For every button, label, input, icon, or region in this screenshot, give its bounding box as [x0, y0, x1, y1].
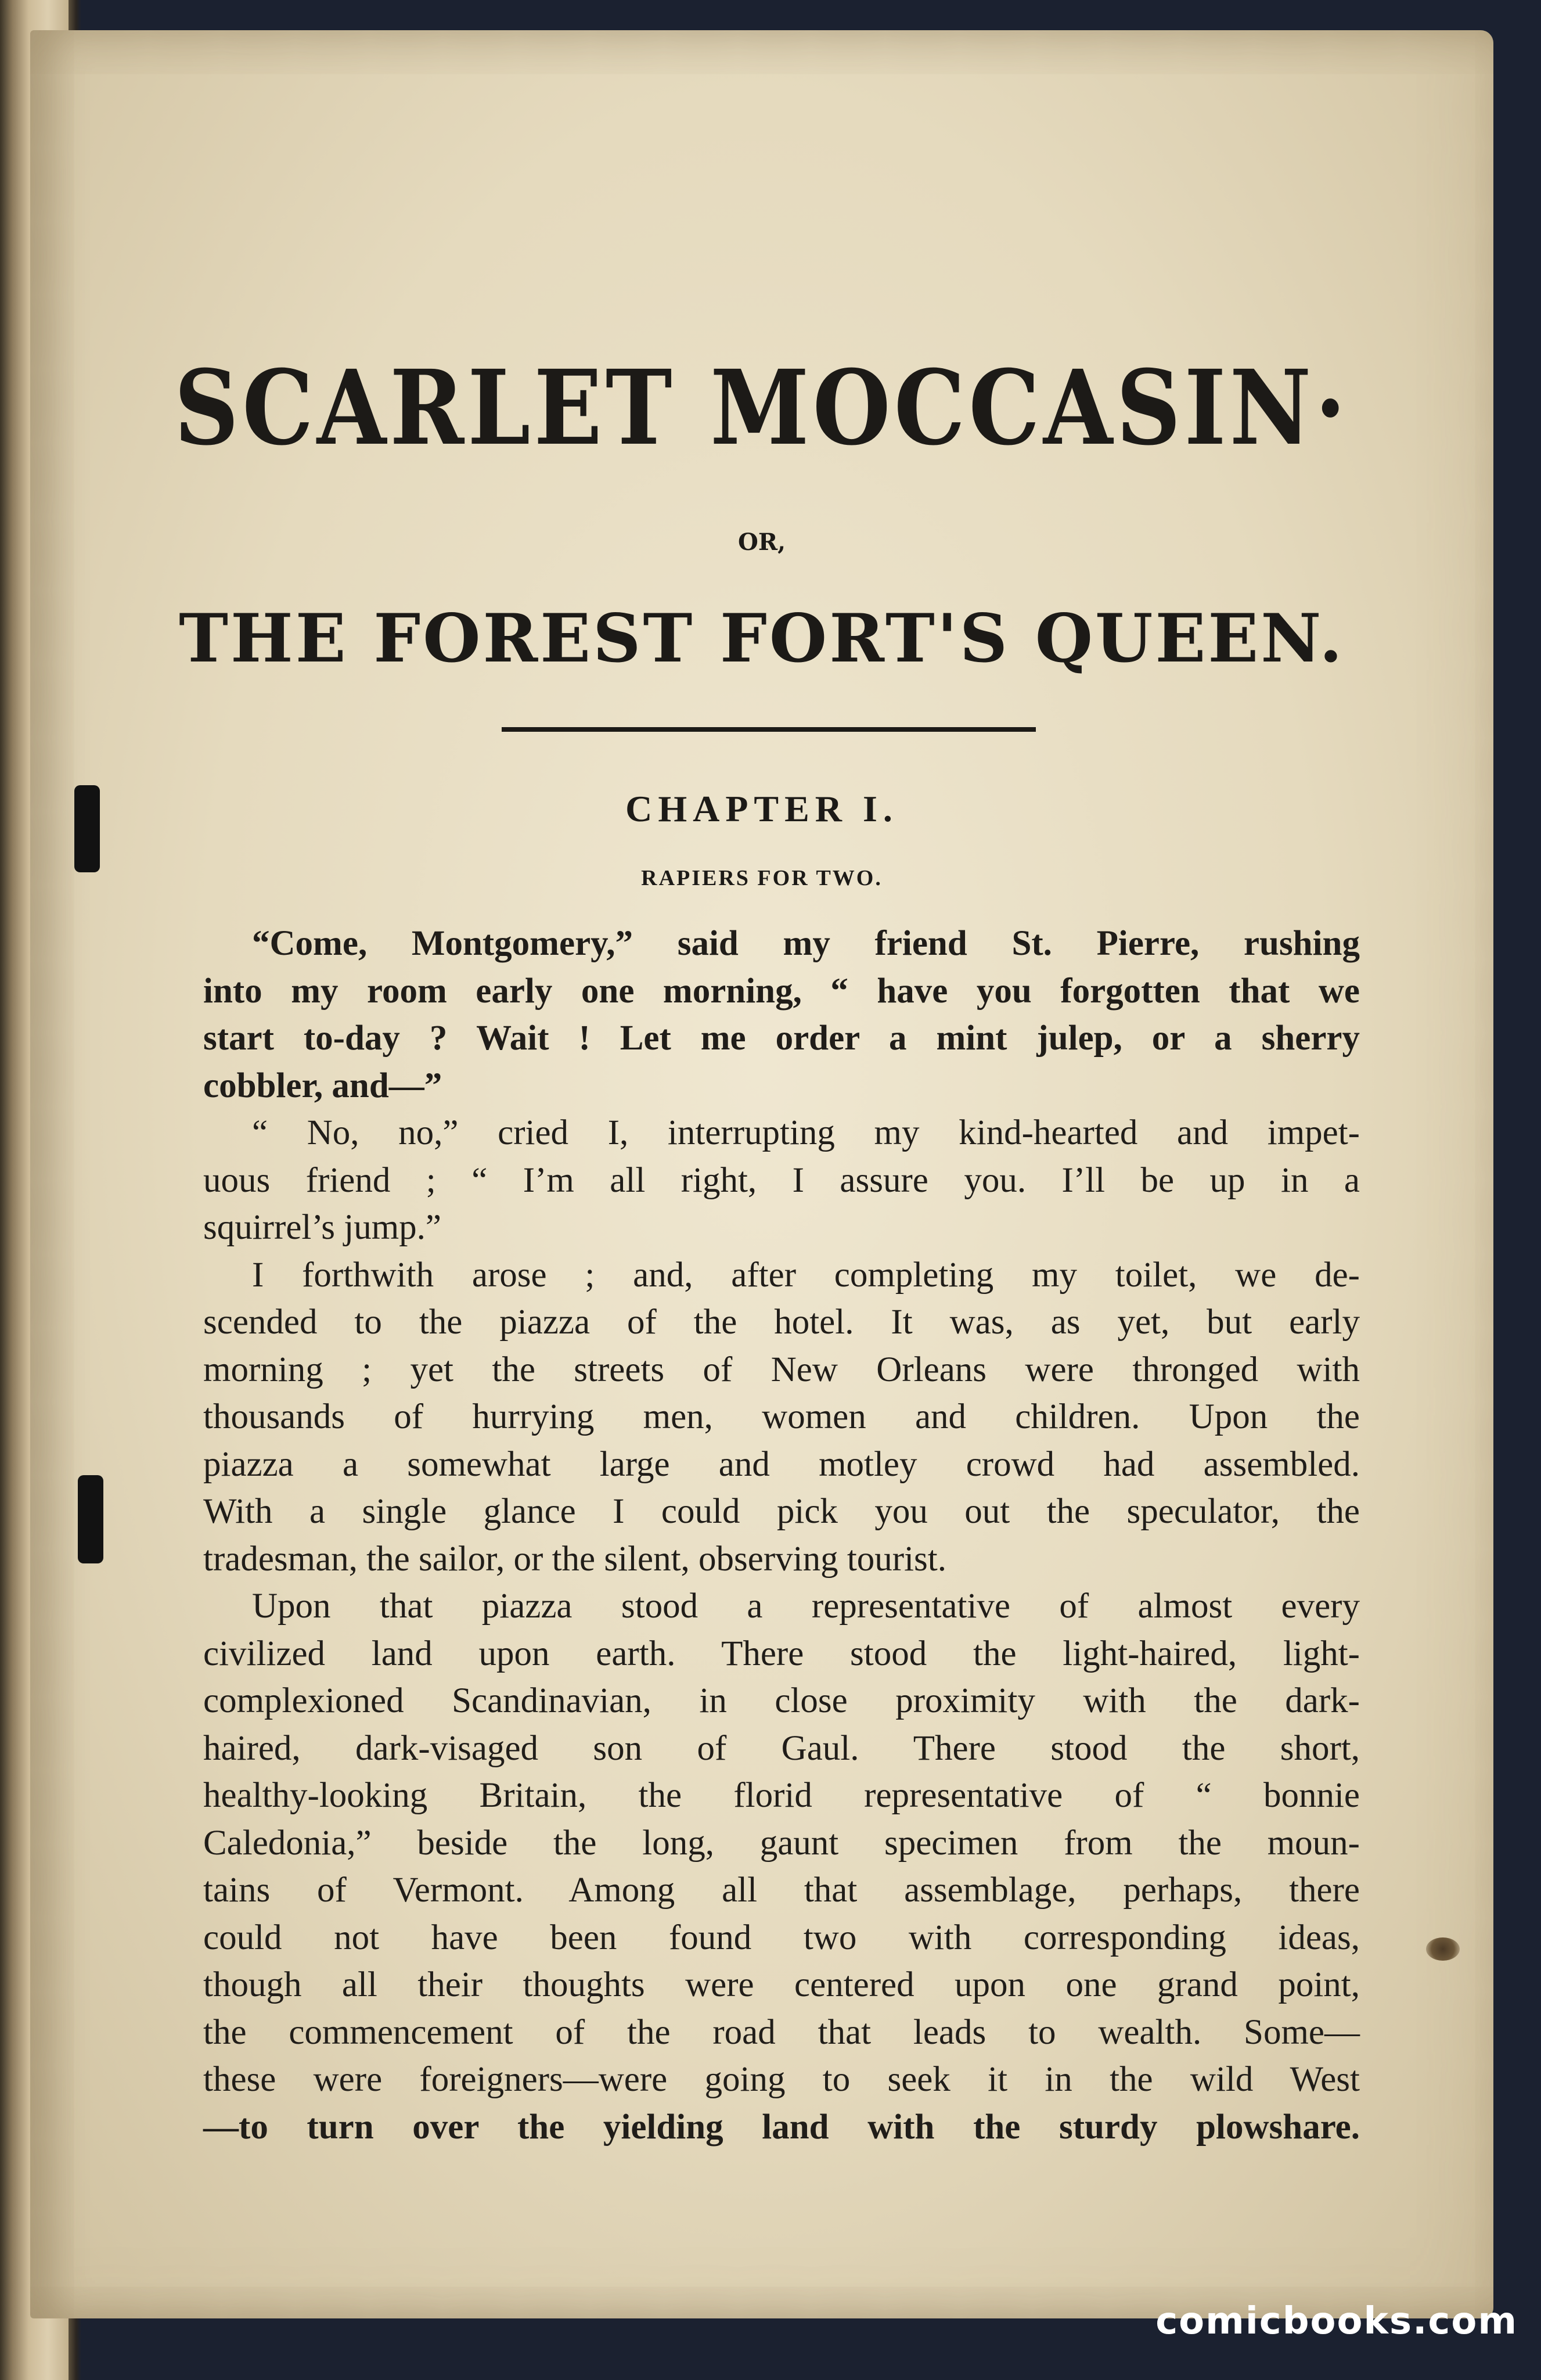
text-line: Caledonia,” beside the long, gaunt specimen from the moun-: [203, 1823, 1360, 1863]
book-subtitle: THE FOREST FORT'S QUEEN.: [179, 599, 1345, 677]
chapter-heading: CHAPTER I.: [625, 788, 898, 829]
text-line: start to-day ? Wait ! Let me order a mint julep, or a sherry: [203, 1019, 1360, 1058]
watermark: comicbooks.com: [1155, 2300, 1518, 2343]
title-rule: [502, 727, 1036, 732]
text-line: civilized land upon earth. There stood the light-haired, light-: [203, 1634, 1360, 1673]
text-line: thousands of hurrying men, women and children. Upon the: [203, 1397, 1360, 1436]
paragraph: [203, 1252, 1360, 1583]
text-line: I forthwith arose ; and, after completing my toilet, we de-: [252, 1255, 1360, 1295]
text-line: squirrel’s jump.”: [203, 1208, 441, 1247]
text-line: —to turn over the yielding land with the sturdy plowshare.: [203, 2107, 1360, 2147]
paragraph: [203, 920, 1360, 1109]
text-line: scended to the piazza of the hotel. It was, as yet, but early: [203, 1303, 1360, 1342]
text-line: though all their thoughts were centered upon one grand point,: [203, 1965, 1360, 2004]
book-title: SCARLET MOCCASIN·: [174, 347, 1349, 469]
book-page: [30, 30, 1493, 2318]
text-line: into my room early one morning, “ have you forgotten that we: [203, 971, 1360, 1011]
text-line: could not have been found two with corresponding ideas,: [203, 1918, 1360, 1957]
title-or: OR,: [737, 529, 786, 556]
text-line: healthy-looking Britain, the florid representative of “ bonnie: [203, 1776, 1360, 1815]
text-line: tains of Vermont. Among all that assemblage, perhaps, there: [203, 1871, 1360, 1910]
binding-stitch: [74, 785, 100, 872]
text-line: these were foreigners—were going to seek it in the wild West: [203, 2060, 1360, 2099]
binding-stitch: [78, 1475, 103, 1563]
body-text: [203, 920, 1360, 2151]
paragraph: [203, 1583, 1360, 2151]
text-line: Upon that piazza stood a representative of almost every: [252, 1587, 1360, 1626]
text-line: complexioned Scandinavian, in close proximity with the dark-: [203, 1681, 1360, 1720]
chapter-subheading: RAPIERS FOR TWO.: [641, 866, 883, 890]
text-line: “Come, Montgomery,” said my friend St. Pierre, rushing: [252, 924, 1360, 963]
foxing-stain: [1426, 1937, 1460, 1961]
paragraph: [203, 1109, 1360, 1252]
text-line: haired, dark-visaged son of Gaul. There stood the short,: [203, 1728, 1360, 1768]
text-line: uous friend ; “ I’m all right, I assure you. I’ll be up in a: [203, 1160, 1360, 1200]
text-line: the commencement of the road that leads to wealth. Some—: [203, 2012, 1360, 2052]
text-line: cobbler, and—”: [203, 1066, 442, 1105]
text-line: morning ; yet the streets of New Orleans were thronged with: [203, 1350, 1360, 1389]
text-line: “ No, no,” cried I, interrupting my kind-hearted and impet-: [252, 1113, 1360, 1152]
text-line: With a single glance I could pick you out the speculator, the: [203, 1492, 1360, 1531]
text-line: piazza a somewhat large and motley crowd had assembled.: [203, 1444, 1360, 1484]
text-line: tradesman, the sailor, or the silent, observing tourist.: [203, 1539, 946, 1579]
